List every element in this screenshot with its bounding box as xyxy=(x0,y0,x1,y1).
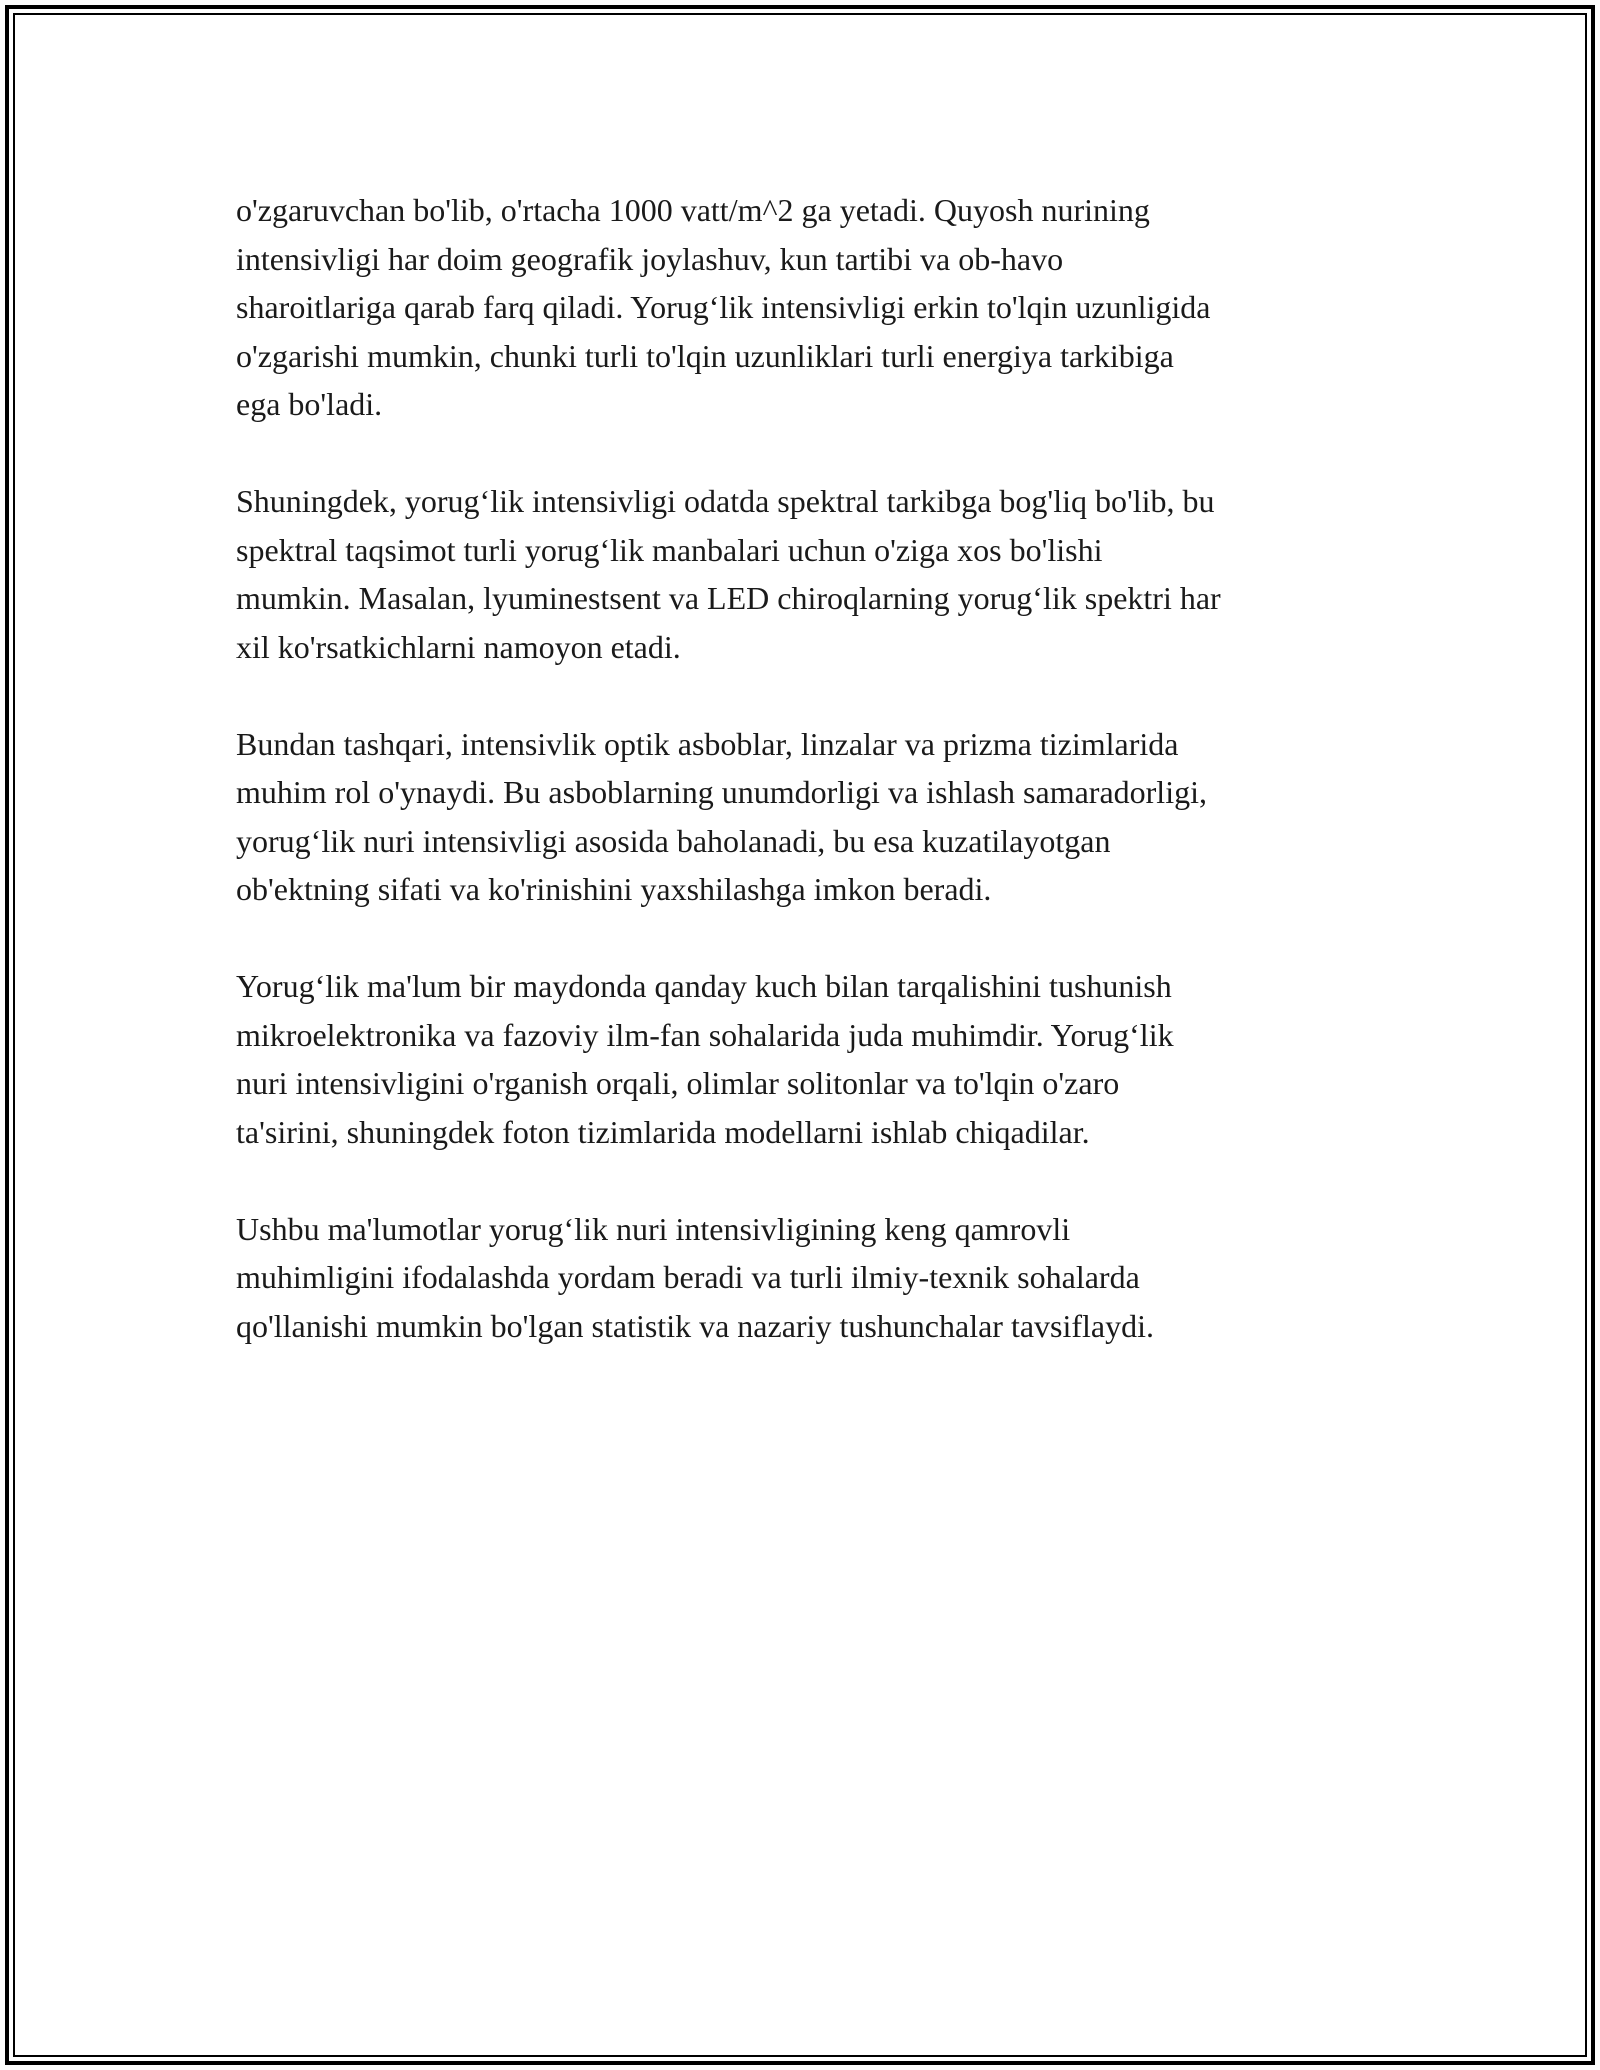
document-body xyxy=(236,186,1376,1350)
paragraph-5: Ushbu ma'lumotlar yorug‘lik nuri intensivligining keng qamrovli muhimligini ifodalashda yordam beradi va turli ilmiy-texnik sohalarda qo'llanishi mumkin bo'lgan statistik va nazariy tushunchalar tavsiflaydi. xyxy=(236,1210,1155,1344)
paragraph-4: Yorug‘lik ma'lum bir maydonda qanday kuch bilan tarqalishini tushunish mikroelektronika va fazoviy ilm-fan sohalarida juda muhimdir. Yorug‘lik nuri intensivligini o'rganish orqali, olimlar solitonlar va to'lqin o'zaro ta'sirini, shuningdek foton tizimlarida modellarni ishlab chiqadilar. xyxy=(236,968,1174,1150)
paragraph-3: Bundan tashqari, intensivlik optik asboblar, linzalar va prizma tizimlarida muhim rol o'ynaydi. Bu asboblarning unumdorligi va ishlash samaradorligi, yorug‘lik nuri intensivligi asosida baholanadi, bu esa kuzatilayotgan ob'ektning sifati va ko'rinishini yaxshilashga imkon beradi. xyxy=(236,725,1207,907)
paragraph-1: o'zgaruvchan bo'lib, o'rtacha 1000 vatt/m^2 ga yetadi. Quyosh nurining intensivligi har doim geografik joylashuv, kun tartibi va ob-havo sharoitlariga qarab farq qiladi. Yorug‘lik intensivligi erkin to'lqin uzunligida o'zgarishi mumkin, chunki turli to'lqin uzunliklari turli energiya tarkibiga ega bo'ladi. xyxy=(236,192,1211,422)
paragraph-2: Shuningdek, yorug‘lik intensivligi odatda spektral tarkibga bog'liq bo'lib, bu spektral taqsimot turli yorug‘lik manbalari uchun o'ziga xos bo'lishi mumkin. Masalan, lyuminestsent va LED chiroqlarning yorug‘lik spektri har xil ko'rsatkichlarni namoyon etadi. xyxy=(236,483,1221,665)
